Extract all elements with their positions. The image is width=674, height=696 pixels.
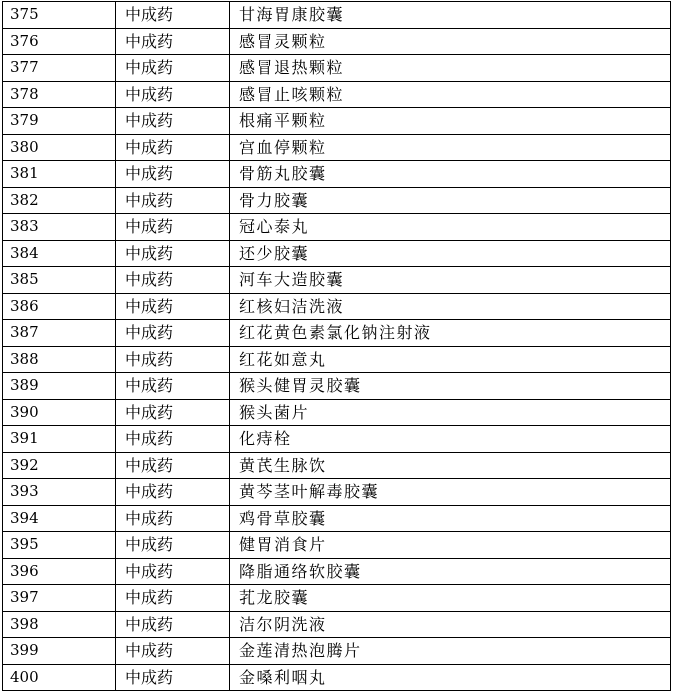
table-row: [3, 81, 671, 108]
row-number: 380: [3, 134, 116, 161]
table-row: [3, 452, 671, 479]
row-number: 382: [3, 187, 116, 214]
table-body: [3, 2, 671, 691]
row-category: 中成药: [116, 320, 230, 347]
row-category: 中成药: [116, 505, 230, 532]
table-row: [3, 532, 671, 559]
row-number: 389: [3, 373, 116, 400]
row-category: 中成药: [116, 240, 230, 267]
table-row: [3, 585, 671, 612]
table-row: [3, 426, 671, 453]
table-row: [3, 28, 671, 55]
table-row: [3, 346, 671, 373]
table-row: [3, 664, 671, 691]
row-number: 396: [3, 558, 116, 585]
row-drug-name: 根痛平颗粒: [230, 108, 671, 135]
row-drug-name: 洁尔阴洗液: [230, 611, 671, 638]
row-number: 385: [3, 267, 116, 294]
row-number: 400: [3, 664, 116, 691]
drug-list-table: [2, 1, 671, 691]
row-drug-name: 黄芪生脉饮: [230, 452, 671, 479]
row-category: 中成药: [116, 2, 230, 29]
row-drug-name: 金莲清热泡腾片: [230, 638, 671, 665]
row-category: 中成药: [116, 28, 230, 55]
row-drug-name: 猴头健胃灵胶囊: [230, 373, 671, 400]
row-number: 388: [3, 346, 116, 373]
table-row: [3, 134, 671, 161]
row-drug-name: 黄芩茎叶解毒胶囊: [230, 479, 671, 506]
row-number: 383: [3, 214, 116, 241]
row-number: 387: [3, 320, 116, 347]
row-number: 392: [3, 452, 116, 479]
row-category: 中成药: [116, 81, 230, 108]
row-drug-name: 降脂通络软胶囊: [230, 558, 671, 585]
row-number: 377: [3, 55, 116, 82]
row-drug-name: 还少胶囊: [230, 240, 671, 267]
row-number: 398: [3, 611, 116, 638]
row-drug-name: 宫血停颗粒: [230, 134, 671, 161]
row-drug-name: 感冒灵颗粒: [230, 28, 671, 55]
row-number: 384: [3, 240, 116, 267]
table-row: [3, 399, 671, 426]
row-drug-name: 化痔栓: [230, 426, 671, 453]
table-row: [3, 611, 671, 638]
row-category: 中成药: [116, 558, 230, 585]
table-row: [3, 558, 671, 585]
table-row: [3, 373, 671, 400]
row-category: 中成药: [116, 452, 230, 479]
row-category: 中成药: [116, 346, 230, 373]
row-category: 中成药: [116, 532, 230, 559]
row-number: 386: [3, 293, 116, 320]
row-category: 中成药: [116, 426, 230, 453]
row-number: 376: [3, 28, 116, 55]
table-row: [3, 187, 671, 214]
row-number: 378: [3, 81, 116, 108]
row-category: 中成药: [116, 585, 230, 612]
row-category: 中成药: [116, 214, 230, 241]
row-number: 381: [3, 161, 116, 188]
row-number: 379: [3, 108, 116, 135]
row-drug-name: 健胃消食片: [230, 532, 671, 559]
row-drug-name: 猴头菌片: [230, 399, 671, 426]
row-category: 中成药: [116, 134, 230, 161]
table-row: [3, 293, 671, 320]
row-drug-name: 河车大造胶囊: [230, 267, 671, 294]
row-category: 中成药: [116, 55, 230, 82]
row-category: 中成药: [116, 187, 230, 214]
row-drug-name: 鸡骨草胶囊: [230, 505, 671, 532]
row-number: 394: [3, 505, 116, 532]
row-drug-name: 感冒退热颗粒: [230, 55, 671, 82]
row-category: 中成药: [116, 161, 230, 188]
row-number: 390: [3, 399, 116, 426]
row-drug-name: 冠心泰丸: [230, 214, 671, 241]
table-row: [3, 267, 671, 294]
row-category: 中成药: [116, 293, 230, 320]
row-category: 中成药: [116, 638, 230, 665]
table-row: [3, 240, 671, 267]
row-category: 中成药: [116, 267, 230, 294]
row-drug-name: 金嗓利咽丸: [230, 664, 671, 691]
row-category: 中成药: [116, 664, 230, 691]
row-drug-name: 芤龙胶囊: [230, 585, 671, 612]
table-row: [3, 2, 671, 29]
row-drug-name: 红花如意丸: [230, 346, 671, 373]
row-number: 399: [3, 638, 116, 665]
row-drug-name: 骨力胶囊: [230, 187, 671, 214]
row-category: 中成药: [116, 399, 230, 426]
table-row: [3, 108, 671, 135]
row-number: 393: [3, 479, 116, 506]
table-row: [3, 55, 671, 82]
row-number: 375: [3, 2, 116, 29]
table-row: [3, 214, 671, 241]
row-number: 397: [3, 585, 116, 612]
row-drug-name: 骨筋丸胶囊: [230, 161, 671, 188]
row-number: 395: [3, 532, 116, 559]
row-category: 中成药: [116, 373, 230, 400]
table-row: [3, 479, 671, 506]
row-category: 中成药: [116, 611, 230, 638]
table-row: [3, 320, 671, 347]
row-drug-name: 感冒止咳颗粒: [230, 81, 671, 108]
row-category: 中成药: [116, 479, 230, 506]
table-row: [3, 161, 671, 188]
table-row: [3, 638, 671, 665]
row-number: 391: [3, 426, 116, 453]
row-category: 中成药: [116, 108, 230, 135]
row-drug-name: 红核妇洁洗液: [230, 293, 671, 320]
table-row: [3, 505, 671, 532]
row-drug-name: 甘海胃康胶囊: [230, 2, 671, 29]
row-drug-name: 红花黄色素氯化钠注射液: [230, 320, 671, 347]
